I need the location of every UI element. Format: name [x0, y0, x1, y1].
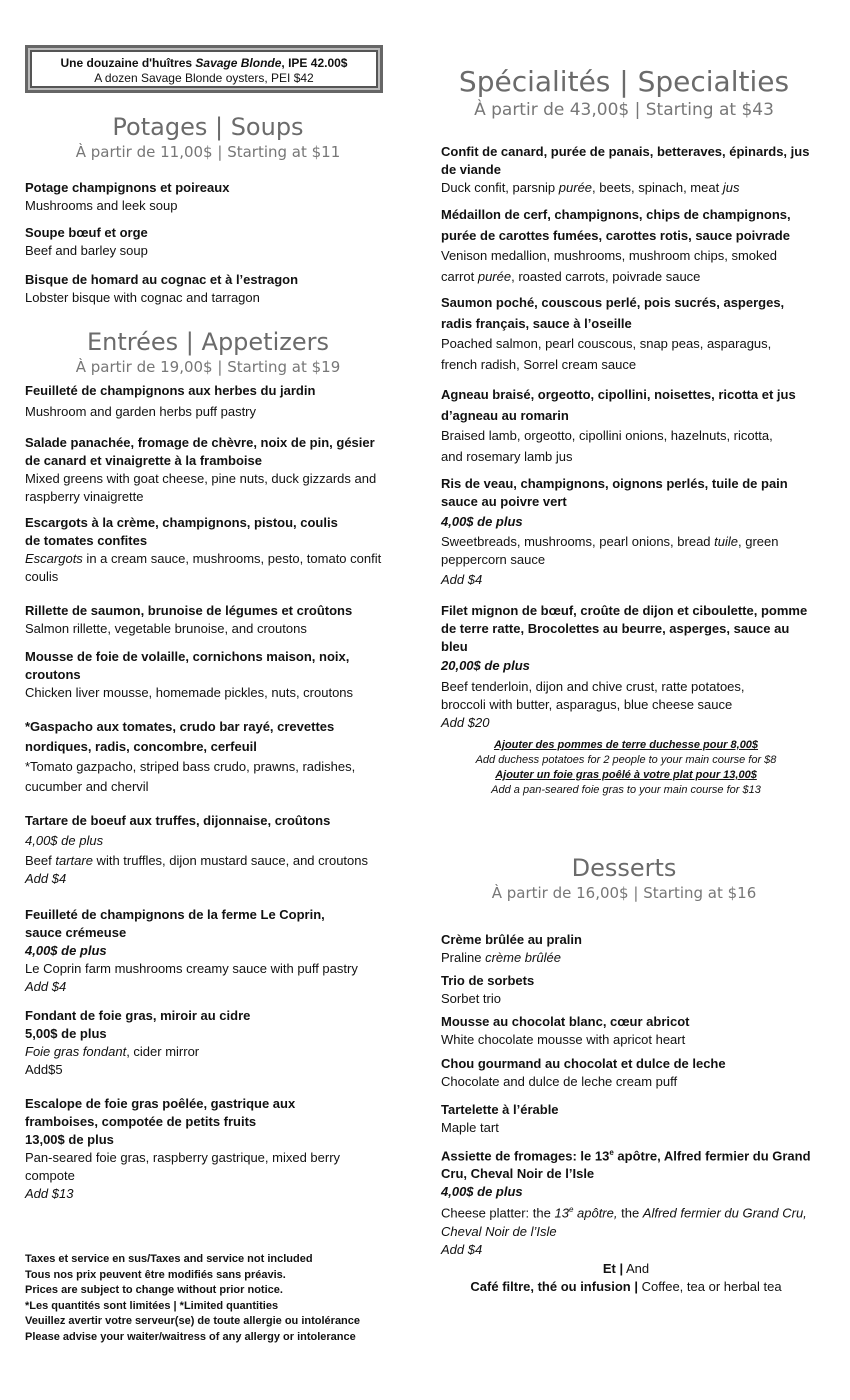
appetizer-fr: Mousse de foie de volaille, cornichons maison, noix, croutons — [25, 649, 350, 682]
appetizer-en — [25, 1043, 395, 1061]
appetizer-add-price: Add $4 — [25, 871, 67, 886]
appetizer-en-text: in a cream sauce, mushrooms, pesto, tomato confit coulis — [25, 551, 382, 584]
footer-line: Please advise your waiter/waitress of any allergy or intolerance — [25, 1330, 356, 1343]
dessert-en-text: Cheese platter: the — [441, 1205, 555, 1221]
dessert-en-italic: Alfred fermier du Grand Cru, Cheval Noir de l’Isle — [441, 1205, 807, 1239]
appetizer-item — [25, 1095, 370, 1203]
closing-and-en: And — [623, 1261, 650, 1276]
appetizer-fr: Feuilleté de champignons de la ferme Le Coprin, — [25, 907, 325, 922]
dessert-en-sup: e — [568, 1205, 574, 1215]
specialty-fr: Agneau braisé, orgeotto, cipollini, noisettes, ricotta et jus d’agneau au romarin — [441, 387, 796, 423]
closing-coffee — [441, 1278, 811, 1296]
specialties-title: Spécialités | Specialties — [458, 65, 790, 98]
closing-and — [441, 1260, 811, 1278]
appetizer-item — [25, 514, 395, 586]
specialty-item — [441, 385, 811, 467]
dessert-fr — [441, 1144, 811, 1183]
appetizer-en: Mixed greens with goat cheese, pine nuts, duck gizzards and raspberry vinaigrette — [25, 471, 377, 504]
appetizer-item — [25, 381, 395, 423]
dessert-en-text: Praline — [441, 950, 486, 965]
specialty-en: Poached salmon, pearl couscous, snap peas, asparagus, french radish, Sorrel cream sauce — [441, 336, 772, 372]
appetizer-extra-price: 4,00$ de plus — [25, 943, 107, 958]
soup-fr: Potage champignons et poireaux — [25, 180, 230, 195]
specialties-subtitle: À partir de 43,00$ | Starting at $43 — [474, 100, 774, 120]
desserts-title: Desserts — [571, 854, 677, 882]
soup-fr: Bisque de homard au cognac et à l’estragon — [25, 272, 299, 287]
dessert-en-italic: 13 — [554, 1205, 569, 1221]
specialty-en-text: Sweetbreads, mushrooms, pearl onions, bread — [441, 534, 715, 549]
appetizer-add-price: Add $4 — [25, 979, 67, 994]
note-duchess-fr: Ajouter des pommes de terre duchesse pour 8,00$ — [493, 739, 759, 751]
appetizer-item — [25, 648, 355, 702]
specialties-heading — [441, 64, 807, 120]
appetizer-item — [25, 434, 390, 506]
dessert-fr: Tartelette à l’érable — [441, 1102, 559, 1117]
appetizer-extra-price: 5,00$ de plus — [25, 1026, 107, 1041]
dessert-fr: Chou gourmand au chocolat et dulce de leche — [441, 1056, 726, 1071]
dessert-fr: Trio de sorbets — [441, 973, 535, 988]
specialty-en: Braised lamb, orgeotto, cipollini onions, hazelnuts, ricotta, and rosemary lamb jus — [441, 428, 773, 464]
footer-line: *Les quantités sont limitées | *Limited quantities — [25, 1299, 279, 1312]
appetizer-en: Mushroom and garden herbs puff pastry — [25, 404, 257, 419]
dessert-en: Sorbet trio — [441, 991, 501, 1006]
appetizer-en: *Tomato gazpacho, striped bass crudo, prawns, radishes, cucumber and chervil — [25, 759, 356, 794]
appetizer-extra-price: 13,00$ de plus — [25, 1132, 114, 1147]
specialty-en-italic: purée — [477, 268, 512, 284]
specialty-en-text: Duck confit, parsnip — [441, 180, 559, 195]
dessert-en-italic: apôtre, — [573, 1205, 618, 1221]
dessert-add-price: Add $4 — [441, 1241, 483, 1257]
dessert-fr-sup: e — [609, 1148, 614, 1157]
dessert-fr: Mousse au chocolat blanc, cœur abricot — [441, 1014, 690, 1029]
footer-line: Taxes et service en sus/Taxes and service not included — [25, 1253, 313, 1265]
dessert-en — [441, 1201, 811, 1240]
note-foie-en: Add a pan-seared foie gras to your main course for $13 — [491, 784, 761, 796]
specialties-notes — [441, 738, 811, 798]
oysters-en: A dozen Savage Blonde oysters, PEI $42 — [94, 71, 314, 85]
footer-line: Prices are subject to change without prior notice. — [25, 1284, 283, 1296]
appetizer-en-text: with truffles, dijon mustard sauce, and croutons — [92, 853, 369, 868]
appetizer-fr: sauce crémeuse — [25, 925, 127, 940]
oysters-box — [25, 45, 383, 93]
soup-item — [25, 224, 395, 260]
appetizer-en-text: , cider mirror — [126, 1044, 200, 1059]
dessert-item — [441, 1055, 811, 1091]
desserts-subtitle: À partir de 16,00$ | Starting at $16 — [491, 884, 757, 902]
specialty-extra-price: 4,00$ de plus — [441, 514, 523, 529]
appetizer-en-italic: Foie gras fondant — [25, 1044, 127, 1059]
dessert-en — [441, 949, 811, 967]
appetizer-en — [25, 550, 395, 586]
closing-and-fr: Et | — [602, 1261, 624, 1276]
dessert-en-text: the — [617, 1205, 643, 1221]
appetizer-fr: Tartare de boeuf aux truffes, dijonnaise, croûtons — [25, 813, 331, 828]
soup-en: Beef and barley soup — [25, 243, 148, 258]
dessert-fr: Crème brûlée au pralin — [441, 932, 582, 947]
specialty-en-text: , roasted carrots, poivrade sauce — [511, 268, 701, 284]
footer-notes — [25, 1252, 360, 1345]
appetizer-fr: Rillette de saumon, brunoise de légumes et croûtons — [25, 603, 353, 618]
appetizer-add-price: Add$5 — [25, 1062, 63, 1077]
dessert-en: White chocolate mousse with apricot heart — [441, 1032, 686, 1047]
dessert-item — [441, 1101, 811, 1137]
appetizer-en-italic: Escargots — [25, 551, 83, 566]
appetizer-en: Salmon rillette, vegetable brunoise, and croutons — [25, 621, 307, 636]
appetizers-title: Entrées | Appetizers — [87, 328, 329, 356]
appetizer-item — [25, 906, 395, 996]
specialty-item — [441, 293, 801, 375]
dessert-item — [441, 1013, 811, 1049]
specialty-en-italic: purée — [558, 180, 593, 195]
dessert-item — [441, 931, 811, 967]
specialty-fr: Confit de canard, purée de panais, betteraves, épinards, jus de viande — [441, 144, 810, 177]
oysters-fr-name: Savage Blonde — [195, 56, 282, 70]
specialty-en-italic: jus — [722, 180, 740, 195]
appetizers-heading — [25, 327, 391, 377]
dessert-en: Maple tart — [441, 1120, 499, 1135]
appetizer-en-italic: tartare — [55, 853, 93, 868]
note-duchess-en: Add duchess potatoes for 2 people to your main course for $8 — [475, 754, 777, 766]
oysters-fr-suffix: , IPE 42.00$ — [281, 56, 348, 70]
specialty-en — [441, 246, 806, 287]
soups-subtitle: À partir de 11,00$ | Starting at $11 — [75, 143, 341, 161]
dessert-extra-price: 4,00$ de plus — [441, 1184, 523, 1200]
appetizer-en: Pan-seared foie gras, raspberry gastrique, mixed berry compote — [25, 1150, 341, 1183]
specialty-en — [441, 179, 811, 197]
appetizer-fr: Escalope de foie gras poêlée, gastrique aux framboises, compotée de petits fruits — [25, 1096, 296, 1129]
soups-title: Potages | Soups — [112, 113, 304, 141]
specialty-en-text: , green peppercorn sauce — [441, 534, 779, 567]
specialty-en — [441, 533, 791, 569]
appetizer-en: Le Coprin farm mushrooms creamy sauce with puff pastry — [25, 961, 358, 976]
appetizer-fr: Escargots à la crème, champignons, pistou, coulis de tomates confites — [25, 515, 338, 548]
specialty-en: Beef tenderloin, dijon and chive crust, ratte potatoes, broccoli with butter, asparagus, blue cheese sauce — [441, 679, 745, 712]
specialty-item — [441, 143, 811, 197]
specialty-fr: Filet mignon de bœuf, croûte de dijon et ciboulette, pomme de terre ratte, Brocolettes au beurre, asperges, sauce au bleu — [441, 603, 808, 654]
appetizer-fr: *Gaspacho aux tomates, crudo bar rayé, crevettes nordiques, radis, concombre, cerfeuil — [25, 719, 335, 754]
oysters-fr-prefix: Une douzaine d'huîtres — [60, 56, 196, 70]
soup-en: Mushrooms and leek soup — [25, 198, 178, 213]
appetizer-en-text: Beef — [25, 853, 56, 868]
specialty-en-italic: tuile — [714, 534, 739, 549]
specialty-fr: Médaillon de cerf, champignons, chips de champignons, purée de carottes fumées, carottes rotis, sauce poivrade — [441, 207, 791, 243]
soup-item — [25, 271, 395, 307]
soup-en: Lobster bisque with cognac and tarragon — [25, 290, 260, 305]
specialty-add-price: Add $4 — [441, 572, 483, 587]
dessert-fr-text: apôtre, Alfred fermier du Grand Cru, Cheval Noir de l’Isle — [441, 1148, 811, 1182]
specialty-extra-price: 20,00$ de plus — [441, 658, 530, 673]
specialty-fr: Saumon poché, couscous perlé, pois sucrés, asperges, radis français, sauce à l’oseille — [441, 295, 785, 331]
dessert-en-italic: crème brûlée — [485, 950, 561, 965]
appetizer-item — [25, 1007, 395, 1079]
dessert-en: Chocolate and dulce de leche cream puff — [441, 1074, 678, 1089]
specialty-item — [441, 205, 806, 287]
dessert-item — [441, 972, 811, 1008]
dessert-item — [441, 1144, 811, 1259]
specialty-add-price: Add $20 — [441, 715, 490, 730]
appetizer-item — [25, 812, 395, 888]
specialty-item — [441, 602, 811, 732]
dessert-fr-text: Assiette de fromages: le 13 — [441, 1148, 610, 1164]
appetizer-item — [25, 717, 370, 797]
appetizer-en — [25, 852, 395, 870]
specialty-fr: Ris de veau, champignons, oignons perlés, tuile de pain sauce au poivre vert — [441, 476, 788, 509]
appetizer-add-price: Add $13 — [25, 1186, 74, 1201]
appetizer-fr: Feuilleté de champignons aux herbes du jardin — [25, 383, 316, 398]
footer-line: Veuillez avertir votre serveur(se) de toute allergie ou intolérance — [25, 1315, 361, 1327]
specialty-en-text: Venison medallion, mushrooms, mushroom chips, smoked carrot — [441, 248, 777, 284]
specialty-item — [441, 475, 791, 591]
note-foie-fr: Ajouter un foie gras poêlé à votre plat pour 13,00$ — [495, 769, 757, 781]
soup-fr: Soupe bœuf et orge — [25, 225, 148, 240]
closing-coffee-fr: Café filtre, thé ou infusion | — [470, 1279, 638, 1294]
appetizers-subtitle: À partir de 19,00$ | Starting at $19 — [75, 358, 341, 376]
specialty-en-text: , beets, spinach, meat — [592, 180, 723, 195]
appetizer-item — [25, 602, 395, 638]
footer-line: Tous nos prix peuvent être modifiés sans préavis. — [25, 1268, 286, 1281]
closing-coffee-en: Coffee, tea or herbal tea — [638, 1279, 782, 1294]
soup-item — [25, 179, 395, 215]
appetizer-extra-price: 4,00$ de plus — [25, 833, 104, 848]
appetizer-fr: Fondant de foie gras, miroir au cidre — [25, 1008, 251, 1023]
appetizer-fr: Salade panachée, fromage de chèvre, noix de pin, gésier de canard et vinaigrette à la framboise — [25, 435, 375, 468]
soups-heading — [25, 112, 391, 162]
desserts-heading — [441, 853, 807, 903]
oysters-fr — [28, 56, 380, 71]
appetizer-en: Chicken liver mousse, homemade pickles, nuts, croutons — [25, 685, 354, 700]
